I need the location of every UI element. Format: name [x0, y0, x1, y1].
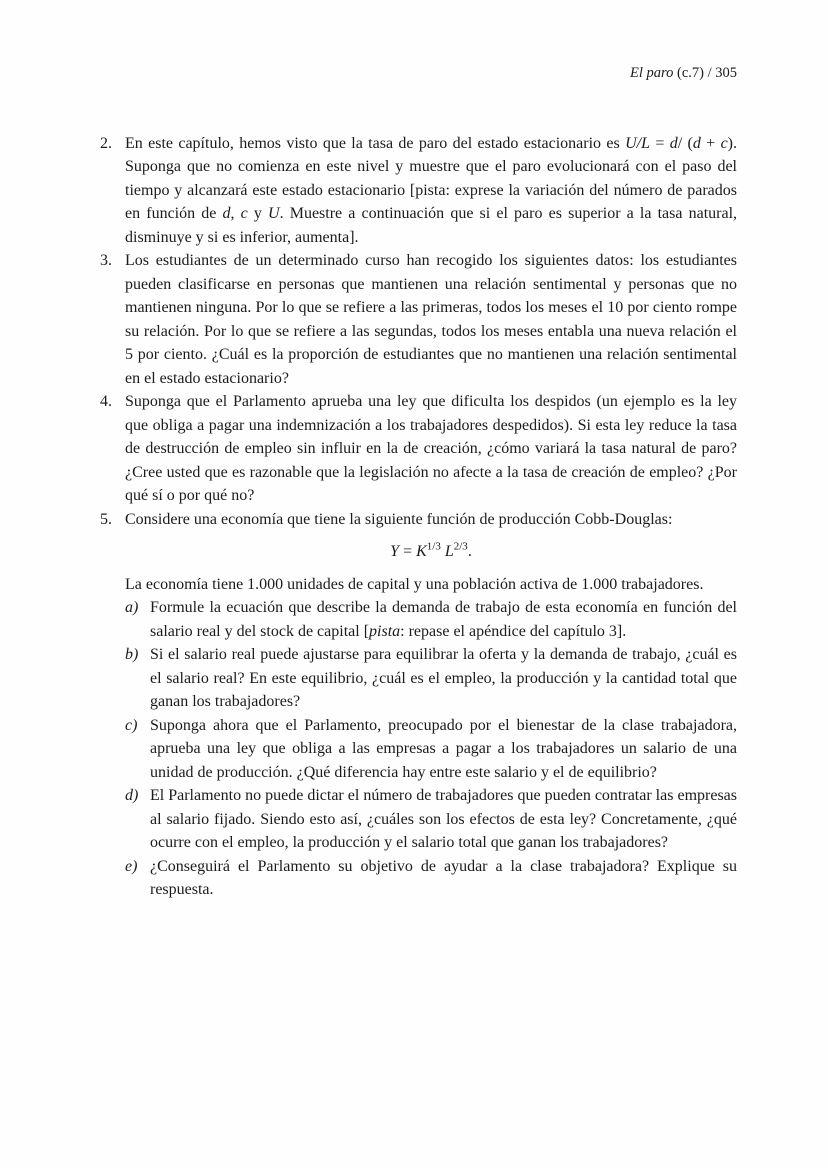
- running-header: [100, 62, 737, 86]
- subitem-b: [125, 643, 737, 714]
- exercise-number: 2.: [100, 134, 112, 152]
- exercise-item-4: [100, 390, 737, 508]
- subitem-text: ¿Conseguirá el Parlamento su objetivo de ayudar a la clase trabajadora? Explique su respuesta.: [150, 857, 737, 898]
- exercise-text-continued: La economía tiene 1.000 unidades de capital y una población activa de 1.000 trabajadores.: [125, 575, 704, 593]
- subitem-text: Suponga ahora que el Parlamento, preocupado por el bienestar de la clase trabajadora, aprueba una ley que obliga a las empresas a pagar a los trabajadores un salario de una unidad de producción. ¿Qué diferencia hay entre este salario y el de equilibrio?: [150, 716, 737, 781]
- exercise-body: [125, 508, 737, 902]
- subitem-text: Formule la ecuación que describe la demanda de trabajo de esta economía en función del salario real y del stock de capital [pista: repase el apéndice del capítulo 3].: [150, 599, 737, 640]
- exercise-number: 4.: [100, 393, 112, 410]
- subitem-letter: e): [125, 857, 138, 875]
- exercise-text: Considere una economía que tiene la siguiente función de producción Cobb-Douglas:: [125, 510, 673, 528]
- exercise-text: Los estudiantes de un determinado curso han recogido los siguientes datos: los estudiantes pueden clasificarse en personas que mantienen una relación sentimental y personas que no mantienen ninguna. Por lo que se refiere a las primeras, todos los meses el 10 por ciento rompe su relación. Por lo que se refiere a las segundas, todos los meses entabla una nueva relación el 5 por ciento. ¿Cuál es la proporción de estudiantes que no mantienen una relación sentimental en el estado estacionario?: [125, 252, 737, 387]
- production-function-formula: $Y = K^{1/3}$ $L^{2/3}$.: [390, 540, 472, 560]
- running-header-page-number: (c.7) / 305: [673, 65, 737, 81]
- subitem-d: [125, 784, 737, 855]
- exercise-item-5: [100, 508, 737, 902]
- subitem-a: [125, 596, 737, 643]
- subitem-e: [125, 855, 737, 902]
- exercise-text: En este capítulo, hemos visto que la tasa de paro del estado estacionario es U/L = d/ (d + c). Suponga que no comienza en este nivel y muestre que el paro evolucionará con el paso del tiempo y alcanzará este estado estacionario [pista: exprese la variación del número de parados en función de d, c y U. Muestre a continuación que si el paro es superior a la tasa natural, disminuye y si es inferior, aumenta].: [125, 134, 738, 246]
- subitem-text: Si el salario real puede ajustarse para equilibrar la oferta y la demanda de trabajo, ¿cuál es el salario real? En este equilibrio, ¿cuál es el empleo, la producción y la cantidad total que ganan los trabajadores?: [150, 646, 737, 710]
- exercise-item-3: [100, 249, 737, 390]
- running-header-chapter-title: El paro: [630, 65, 674, 81]
- page-content: [100, 62, 737, 902]
- exercise-number: 3.: [100, 252, 112, 269]
- subitem-letter: b): [125, 646, 139, 663]
- subitem-c: [125, 714, 737, 785]
- exercise-number: 5.: [100, 510, 112, 528]
- exercise-item-2: [100, 132, 737, 250]
- subitem-text: El Parlamento no puede dictar el número de trabajadores que pueden contratar las empresas al salario fijado. Siendo esto así, ¿cuáles son los efectos de esta ley? Concretamente, ¿qué ocurre con el empleo, la producción y el salario total que ganan los trabajadores?: [150, 787, 737, 851]
- exercise-text: Suponga que el Parlamento aprueba una ley que dificulta los despidos (un ejemplo es la ley que obliga a pagar una indemnización a los trabajadores despedidos). Si esta ley reduce la tasa de destrucción de empleo sin influir en la de creación, ¿cómo variará la tasa natural de paro? ¿Cree usted que es razonable que la legislación no afecte a la tasa de creación de empleo? ¿Por qué sí o por qué no?: [125, 393, 737, 504]
- subitem-letter: c): [125, 716, 138, 734]
- subitem-letter: d): [125, 787, 139, 804]
- subitem-letter: a): [125, 599, 139, 616]
